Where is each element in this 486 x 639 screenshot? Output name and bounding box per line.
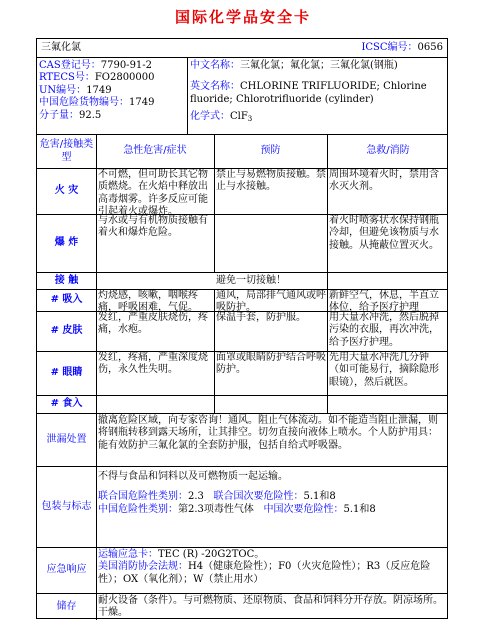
cn-class-label: 中国危险性类别： bbox=[98, 504, 178, 515]
cn-sub-label: 中国次要危险性： bbox=[263, 504, 344, 515]
icsc-cell bbox=[361, 42, 443, 54]
packaging-label: 包装与标志 bbox=[41, 500, 92, 512]
un-class-value: 2.3 bbox=[188, 490, 204, 502]
skin-firstaid: 用大量水冲洗，然后脱掉污染的衣服，再次冲洗，给予医疗护理。 bbox=[329, 312, 439, 348]
column-divider bbox=[187, 57, 188, 134]
inhalation-firstaid: 新鲜空气，休息，半直立体位，给予医疗护理 bbox=[329, 290, 439, 314]
formula-sub: 3 bbox=[247, 115, 253, 124]
row-label-eyes: # 眼睛 bbox=[50, 367, 83, 379]
cn-name-value: 三氟化氯；氟化氯；三氟化氯(钢瓶) bbox=[240, 60, 398, 71]
row-divider bbox=[37, 272, 447, 273]
column-header-acute: 急性危害/症状 bbox=[123, 145, 187, 157]
row-label-fire: 火 灾 bbox=[54, 185, 79, 197]
en-name-label: 英文名称： bbox=[190, 81, 240, 93]
mw-value: 92.5 bbox=[79, 109, 102, 121]
contact-prevention: 避免一切接触！ bbox=[216, 275, 286, 286]
emergency-card-value: TEC (R) -20G2TOC。 bbox=[158, 549, 265, 560]
spill-text: 撤离危险区域，向专家咨询！通风。阻止气体流动。如不能造当阻止泄漏，则将钢瓶转移到露天场所，让其排空。切勿直接向液体上喷水。个人防护用具：能有效防护三氟化氯的全套防护服，包括自给式呼吸器。 bbox=[98, 415, 438, 451]
eyes-prevention: 面罩或眼睛防护结合呼吸防护。 bbox=[216, 352, 326, 376]
row-divider bbox=[37, 547, 447, 548]
icsc-label: ICSC编号： bbox=[361, 42, 418, 53]
storage-label: 储存 bbox=[56, 600, 77, 612]
un-label: UN编号： bbox=[39, 84, 87, 96]
nfpa-value: H4（健康危险性）；F0（火灾危险性）；R3（反应危险性）；OX（氧化剂）；W（禁止用水） bbox=[98, 561, 431, 585]
card-title: 国际化学品安全卡 bbox=[174, 8, 311, 26]
eyes-acute: 发红，疼痛，严重深度烧伤，永久性失明。 bbox=[98, 352, 208, 376]
cn-name-label: 中文名称： bbox=[190, 60, 240, 71]
chem-name-cell bbox=[41, 42, 81, 54]
row-divider bbox=[37, 395, 447, 396]
skin-acute: 发红，严重皮肤烧伤，疼痛，水疱。 bbox=[98, 312, 208, 336]
column-divider bbox=[327, 134, 328, 413]
fire-acute: 不可燃，但可助长其它物质燃烧。在火焰中释放出高毒烟雾。许多反应可能引起着火或爆炸。 bbox=[98, 169, 208, 218]
explosion-firstaid: 着火时喷雾状水保持钢瓶冷却，但避免该物质与水接触。从掩蔽位置灭火。 bbox=[329, 215, 439, 251]
column-header-prevention: 预防 bbox=[260, 145, 281, 157]
names-block bbox=[190, 60, 446, 126]
inhalation-prevention: 通风，局部排气通风或呼吸防护。 bbox=[216, 290, 326, 314]
un-class-label: 联合国危险性类别： bbox=[98, 490, 188, 502]
row-label-explosion: 爆 炸 bbox=[54, 237, 79, 249]
cas-value: 7790-91-2 bbox=[100, 60, 153, 71]
row-divider bbox=[37, 57, 447, 58]
cn-danger-value: 1749 bbox=[129, 97, 155, 109]
explosion-acute: 与水或与有机物质接触有着火和爆炸危险。 bbox=[98, 215, 208, 239]
row-label-ingestion: # 食入 bbox=[50, 398, 83, 410]
emergency-card-label: 运输应急卡： bbox=[98, 549, 158, 560]
row-divider bbox=[37, 593, 447, 594]
ids-block bbox=[39, 60, 187, 122]
column-divider bbox=[214, 289, 215, 413]
fire-prevention: 禁止与易燃物质接触。禁止与水接触。 bbox=[216, 169, 326, 193]
spill-label: 泄漏处置 bbox=[46, 433, 87, 445]
nfpa-label: 美国消防协会法规： bbox=[98, 561, 188, 573]
emergency-label: 应急响应 bbox=[46, 564, 87, 576]
inhalation-acute: 灼烧感，咳嗽，咽喉疼痛，呼吸困难，气促。 bbox=[98, 290, 198, 314]
cn-danger-label: 中国危险货物编号： bbox=[39, 97, 129, 109]
fire-firstaid: 周围环境着火时，禁用含水灭火剂。 bbox=[329, 169, 439, 193]
row-label-skin: # 皮肤 bbox=[50, 325, 83, 337]
row-label-contact: 接 触 bbox=[54, 274, 79, 286]
cas-label: CAS登记号： bbox=[39, 60, 101, 71]
safety-card bbox=[36, 38, 448, 619]
packaging-block bbox=[98, 470, 447, 517]
un-sub-label: 联合国次要危险性： bbox=[213, 490, 304, 502]
storage-text: 耐火设备（条件）。与可燃物质、还原物质、食品和饲料分开存放。阴凉场所。干燥。 bbox=[98, 595, 443, 619]
emergency-block bbox=[98, 549, 447, 586]
row-divider bbox=[37, 466, 447, 467]
rtecs-value: FO2800000 bbox=[94, 72, 155, 84]
chem-name: 三氟化氯 bbox=[41, 42, 81, 53]
row-divider bbox=[37, 413, 447, 414]
skin-prevention: 保温手套，防护服。 bbox=[216, 312, 306, 323]
cn-class-value: 第2.3项毒性气体 bbox=[178, 504, 254, 515]
column-header-firstaid: 急救/消防 bbox=[366, 145, 410, 157]
column-divider bbox=[96, 134, 97, 620]
column-header-type: 危害/接触类型 bbox=[39, 139, 94, 163]
formula-label: 化学式： bbox=[190, 111, 230, 123]
rtecs-label: RTECS号： bbox=[39, 72, 95, 84]
icsc-value: 0656 bbox=[417, 42, 443, 53]
packaging-line1: 不得与食品和饲料以及可燃物质一起运输。 bbox=[98, 471, 288, 482]
mw-label: 分子量： bbox=[39, 109, 79, 121]
cn-sub-value: 5.1和8 bbox=[343, 504, 376, 515]
formula-main: ClF bbox=[230, 111, 248, 123]
un-value: 1749 bbox=[86, 84, 112, 96]
un-sub-value: 5.1和8 bbox=[303, 490, 336, 502]
row-label-inhalation: # 吸入 bbox=[50, 294, 83, 306]
eyes-firstaid: 先用大量水冲洗几分钟（如可能易行，摘除隐形眼镜），然后就医。 bbox=[329, 352, 439, 388]
en-name-value: CHLORINE TRIFLUORIDE; Chlorine fluoride; Chlorotrifluoride (cylinder) bbox=[190, 81, 427, 105]
